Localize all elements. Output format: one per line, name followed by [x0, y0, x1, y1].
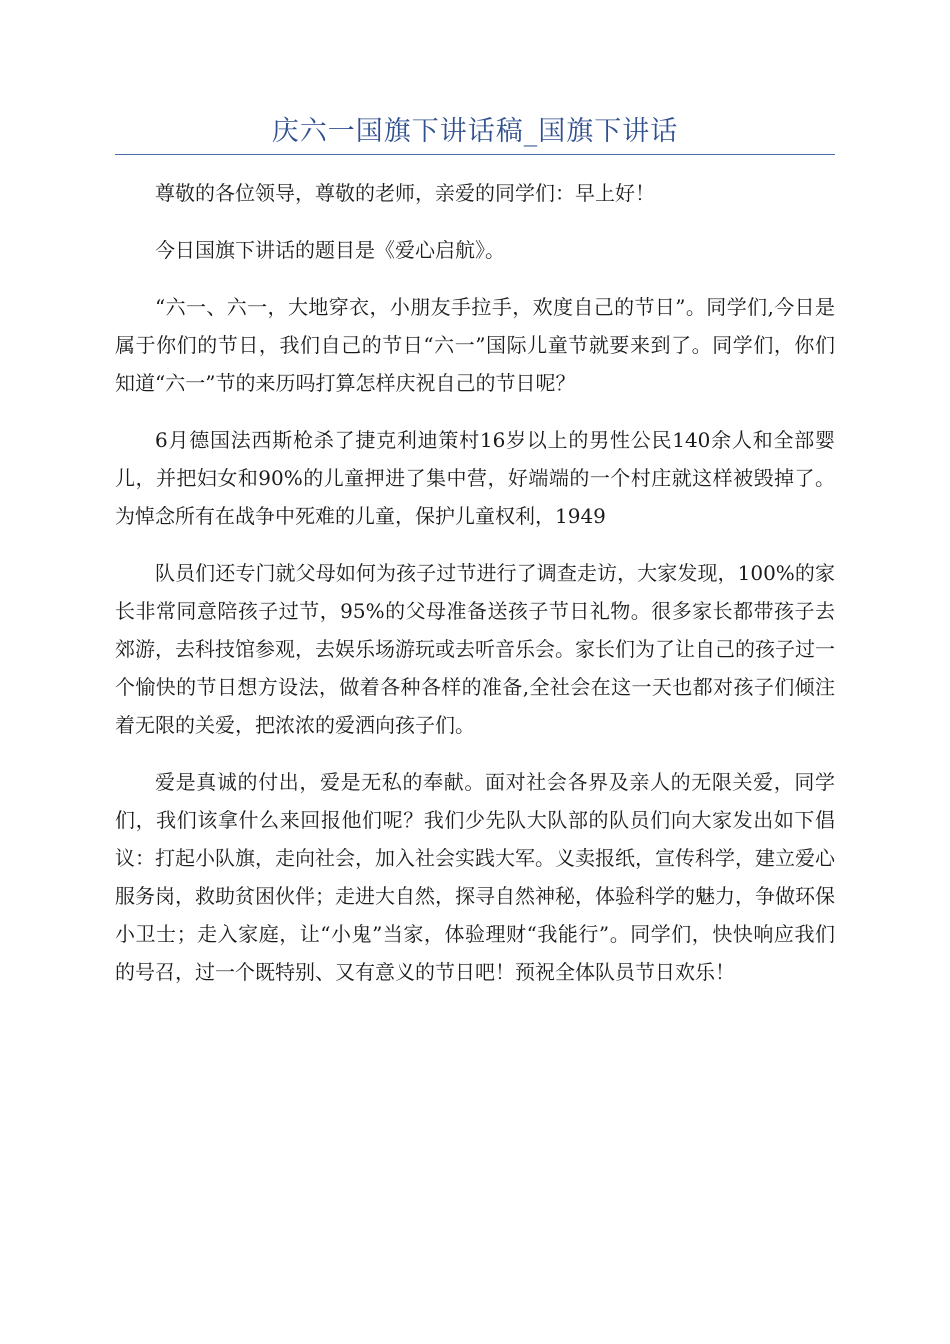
document-body: [115, 174, 835, 1010]
paragraph-greeting: 尊敬的各位领导，尊敬的老师，亲爱的同学们：早上好！: [155, 181, 655, 205]
paragraph-history: 6月德国法西斯枪杀了捷克利迪策村16岁以上的男性公民140余人和全部婴儿，并把妇女和90%的儿童押进了集中营，好端端的一个村庄就这样被毁掉了。为悼念所有在战争中死难的儿童，保护儿童权利，1949: [115, 428, 835, 528]
title-underline: [115, 154, 835, 155]
paragraph-topic: 今日国旗下讲话的题目是《爱心启航》。: [155, 238, 505, 262]
paragraph-initiative: 爱是真诚的付出，爱是无私的奉献。面对社会各界及亲人的无限关爱，同学们，我们该拿什么来回报他们呢？我们少先队大队部的队员们向大家发出如下倡议：打起小队旗，走向社会，加入社会实践大军。义卖报纸，宣传科学，建立爱心服务岗，救助贫困伙伴；走进大自然，探寻自然神秘，体验科学的魅力，争做环保小卫士；走入家庭，让“小鬼”当家，体验理财“我能行”。同学们，快快响应我们的号召，过一个既特别、又有意义的节日吧！预祝全体队员节日欢乐！: [115, 770, 835, 984]
paragraph-intro: “六一、六一，大地穿衣，小朋友手拉手，欢度自己的节日”。同学们,今日是属于你们的节日，我们自己的节日“六一”国际儿童节就要来到了。同学们，你们知道“六一”节的来历吗打算怎样庆祝自己的节日呢？: [115, 295, 835, 395]
paragraph-survey: 队员们还专门就父母如何为孩子过节进行了调查走访，大家发现，100%的家长非常同意陪孩子过节，95%的父母准备送孩子节日礼物。很多家长都带孩子去郊游，去科技馆参观，去娱乐场游玩或去听音乐会。家长们为了让自己的孩子过一个愉快的节日想方设法，做着各种各样的准备,全社会在这一天也都对孩子们倾注着无限的关爱，把浓浓的爱洒向孩子们。: [115, 561, 835, 737]
document-title: 庆六一国旗下讲话稿_国旗下讲话: [271, 116, 679, 147]
